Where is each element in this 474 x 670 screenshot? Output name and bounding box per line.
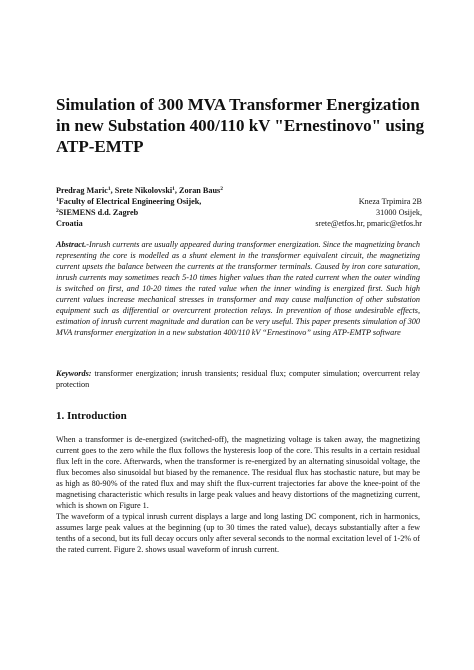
- email-text: srete@etfos.hr, pmaric@etfos.hr: [315, 219, 422, 228]
- abstract: [56, 239, 420, 338]
- affiliation-marker: 2: [220, 186, 223, 192]
- affiliation-marker: 1: [172, 186, 175, 192]
- affiliation-line: [56, 207, 422, 218]
- affiliation-text: SIEMENS d.d. Zagreb: [58, 208, 139, 217]
- affiliation-line: [56, 196, 422, 207]
- paragraph: When a transformer is de-energized (switched-off), the magnetizing voltage is taken away, the magnetizing current goes to the zero while the flux follows the hysteresis loop of the core. This results in a certain residual flux left in the core. Afterwards, when the transformer is re-energized by an alternating sinusoidal voltage, the flux becomes also sinusoidal but biased by the remanence. The residual flux has stochastic nature, but may be as high as 80-90% of the rated flux and may shift the flux-current trajectories far above the knee-point of the magnetising characteristic which results in large peak values and heavy distortions of the magnetizing current, which is shown on Figure 1.: [56, 435, 420, 510]
- author-name: Predrag Maric: [56, 186, 108, 195]
- affiliation-marker: 2: [56, 208, 59, 214]
- abstract-label: Abstract.-: [56, 240, 89, 249]
- country-text: Croatia: [56, 219, 83, 228]
- affiliation-marker: 1: [56, 197, 59, 203]
- author-block: [56, 185, 422, 229]
- address-text: 31000 Osijek,: [376, 208, 422, 217]
- author-name: Zoran Baus: [179, 186, 221, 195]
- paragraph: The waveform of a typical inrush current displays a large and long lasting DC component, rich in harmonics, assumes large peak values at the beginning (up to 30 times the rated value), decays substantially after a few tenths of a second, but its full decay occurs only after several seconds to the normal excitation level of 1-2% of the rated current. Figure 2. shows usual waveform of inrush current.: [56, 512, 420, 554]
- abstract-text: Inrush currents are usually appeared during transformer energization. Since the magnetizing branch representing the core is modelled as a shunt element in the transformer equivalent circuit, the magnetizing current upsets the balance between the currents at the transformer terminals. Caused by iron core saturation, inrush currents may sometimes reach 5-10 times higher values than the rated current when the outer winding is switched on first, and 10-20 times the rated value when the inner winding is energized first. Such high current values increase mechanical stresses in transformer and may cause malfunction of other substation equipment such as differential or overcurrent protection relays. In prevention of those undesirable effects, estimation of inrush current magnitude and duration can be very useful. This paper presents simulation of 300 MVA transformer energization in a new substation 400/110 kV “Ernestinovo” using ATP-EMTP software: [56, 240, 420, 337]
- paper-title: Simulation of 300 MVA Transformer Energization in new Substation 400/110 kV "Ernestinovo" using ATP-EMTP: [56, 95, 425, 156]
- keywords-text: transformer energization; inrush transients; residual flux; computer simulation; overcurrent relay protection: [56, 369, 420, 389]
- author-separator: ,: [174, 186, 180, 195]
- keywords-label: Keywords:: [56, 369, 92, 378]
- affiliation-text: Faculty of Electrical Engineering Osijek,: [58, 197, 202, 206]
- author-separator: ,: [110, 186, 115, 195]
- address-text: Kneza Trpimira 2B: [358, 197, 422, 206]
- body-text: [56, 434, 420, 555]
- keywords: [56, 368, 420, 390]
- section-heading: 1. Introduction: [56, 410, 127, 422]
- author-names: [56, 185, 422, 196]
- author-name: Srete Nikolovski: [114, 186, 173, 195]
- affiliation-line: [56, 218, 422, 229]
- affiliation-marker: 1: [107, 186, 111, 192]
